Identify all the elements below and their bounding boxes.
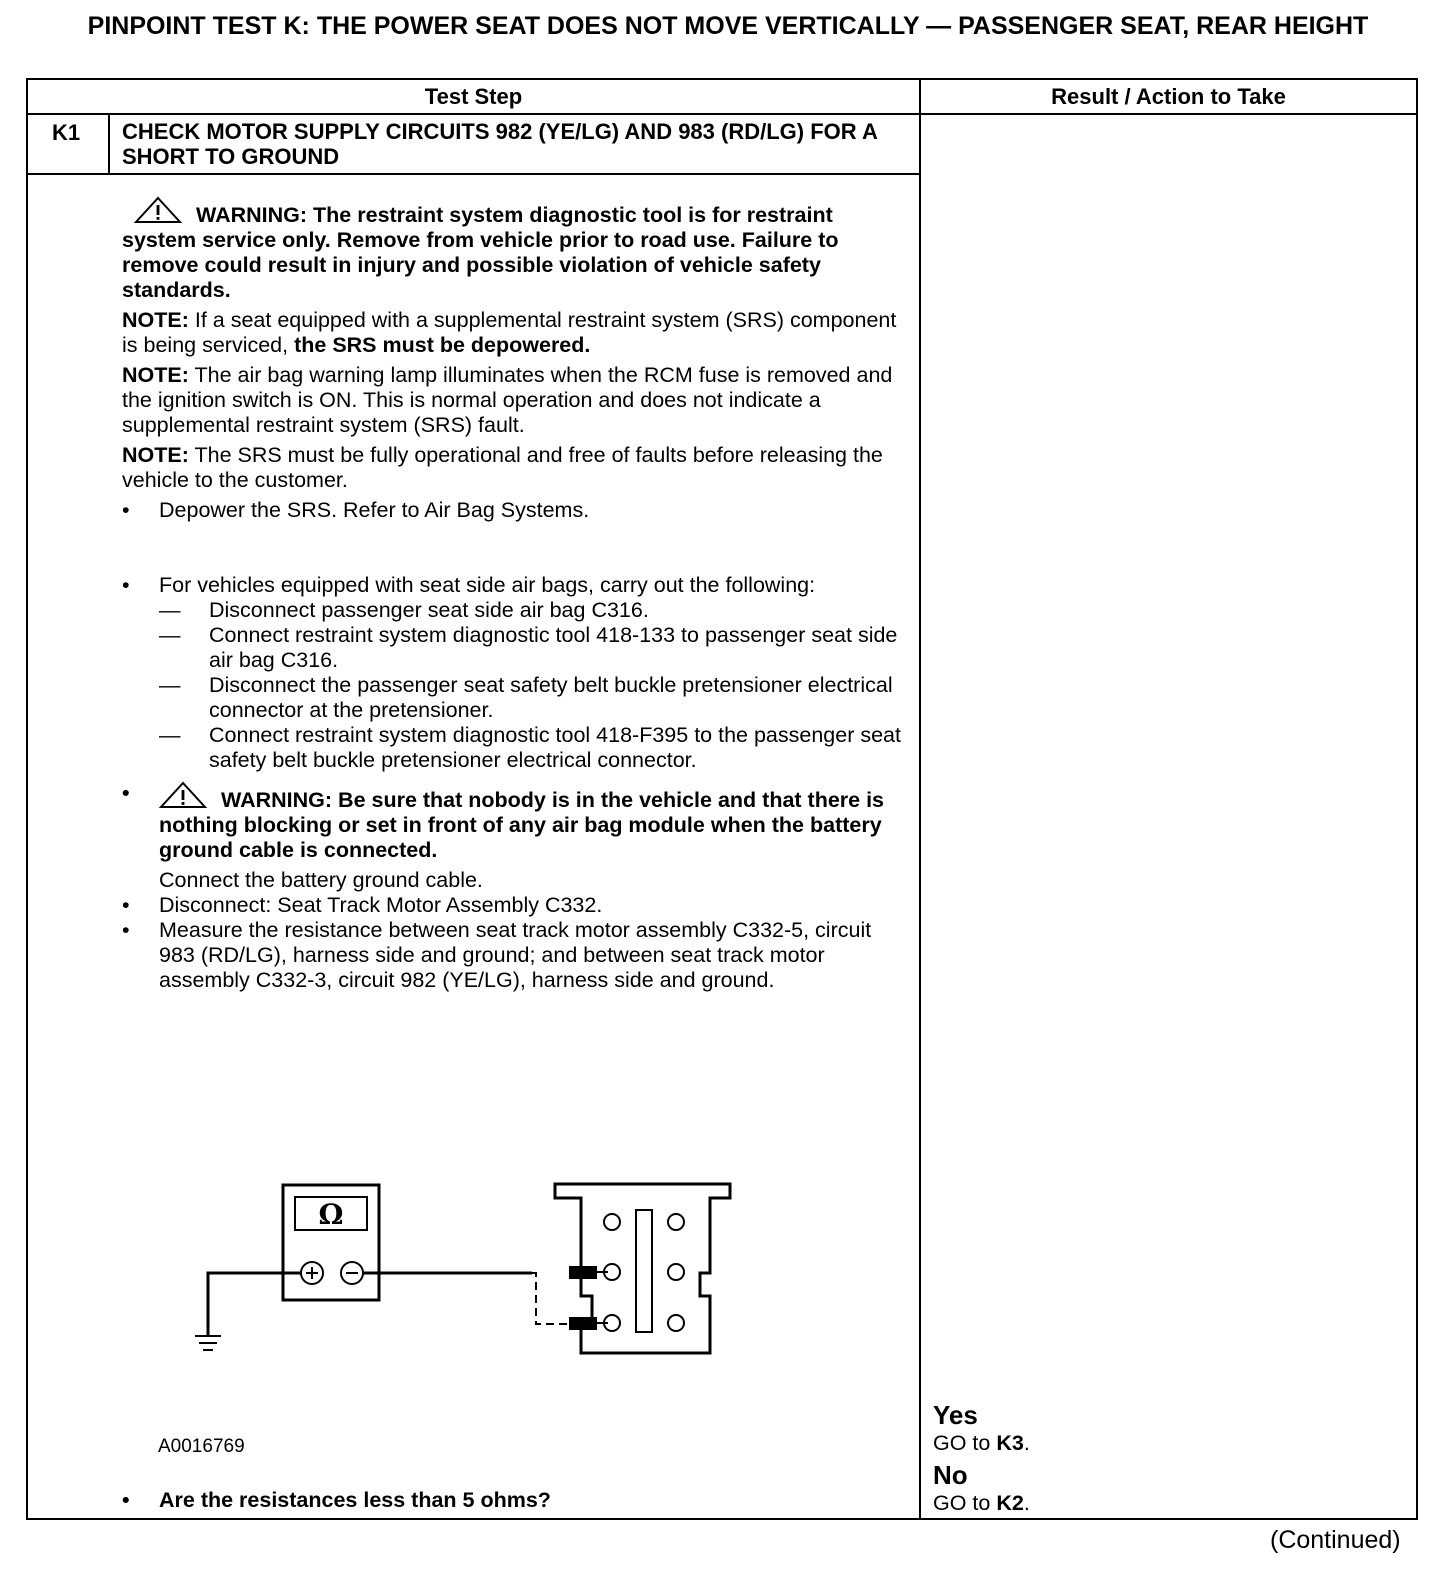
table-header-divider [26,113,1418,115]
warning-text-2: WARNING: Be sure that nobody is in the vehicle and that there is nothing blocking or set in front of any air bag module when the battery ground cable is connected. [159,788,885,862]
note-label: NOTE: [122,363,189,387]
yes-action [933,1431,1030,1456]
sub-step-connect-418-133: — Connect restraint system diagnostic tool 418-133 to passenger seat side air bag C316. [122,623,907,673]
alternate-probe-lead [532,1273,568,1324]
note-label: NOTE: [122,308,189,332]
step-title-divider [26,173,921,175]
note-1-text: If a seat equipped with a supplemental restraint system (SRS) component is being serviced, [122,308,897,357]
note-label: NOTE: [122,443,189,467]
step-title: CHECK MOTOR SUPPLY CIRCUITS 982 (YE/LG) AND 983 (RD/LG) FOR A SHORT TO GROUND [122,119,878,169]
question [122,1488,551,1513]
no-target-link[interactable]: K2 [996,1491,1024,1515]
bullet-dot: • [122,1488,130,1512]
bullet-disconnect-c332: • Disconnect: Seat Track Motor Assembly C332. [122,893,907,918]
page-title: PINPOINT TEST K: THE POWER SEAT DOES NOT MOVE VERTICALLY — PASSENGER SEAT, REAR HEIGHT [87,12,1369,40]
header-test-step: Test Step [424,84,523,109]
warning-triangle-icon [134,196,182,224]
probe-tip-c332-5 [570,1267,596,1278]
yes-target-link[interactable]: K3 [996,1431,1024,1455]
warning-restraint-tool [122,196,907,303]
note-3-text: The SRS must be fully operational and free of faults before releasing the vehicle to the customer. [122,443,883,492]
table-left-border [26,78,28,1520]
yes-period: . [1023,1431,1030,1455]
yes-go-text: GO to [933,1431,997,1455]
bullet-warning-battery [122,781,907,863]
result-yes [933,1400,1030,1456]
sub-step-disconnect-c316: — Disconnect passenger seat side air bag C316. [122,598,907,623]
header-result-action: Result / Action to Take [1051,84,1286,109]
note-depower [122,308,907,358]
step-number: K1 [52,120,81,145]
question-text: Are the resistances less than 5 ohms? [159,1488,551,1512]
bullet-measure-resistance: • Measure the resistance between seat track motor assembly C332-5, circuit 983 (RD/LG), harness side and ground; and between seat track motor assembly C332-3, circuit 982 (YE/LG), harness side and ground. [122,918,907,993]
warning-triangle-icon [159,781,207,809]
probe-tip-c332-3 [570,1318,596,1329]
column-divider [919,78,921,1520]
figure-id: A0016769 [158,1436,245,1457]
note-2-text: The air bag warning lamp illuminates when the RCM fuse is removed and the ignition switch is ON. This is normal operation and does not indicate a supplemental restraint system (SRS) fault. [122,363,893,437]
table-right-border [1416,78,1418,1520]
ohmmeter-connector-diagram [190,1178,750,1368]
result-no [933,1460,1030,1516]
sub-step-connect-418-f395: — Connect restraint system diagnostic tool 418-F395 to the passenger seat safety belt buckle pretensioner electrical connector. [122,723,907,773]
no-go-text: GO to [933,1491,997,1515]
bullet-depower-srs: • Depower the SRS. Refer to Air Bag Systems. [122,498,907,523]
ground-lead [208,1273,301,1336]
note-1-bold: the SRS must be depowered. [294,333,591,357]
ohm-symbol: Ω [318,1198,344,1231]
table-top-border [26,78,1418,80]
table-bottom-border [26,1518,1418,1520]
no-action [933,1491,1030,1516]
step-body [122,196,907,993]
connect-battery-text: Connect the battery ground cable. [159,868,483,892]
note-airbag-lamp [122,363,907,438]
warning-text-1: WARNING: The restraint system diagnostic tool is for restraint system service only. Remove from vehicle prior to road use. Failure to remove could result in injury and possible violation of vehicle safety standards. [122,203,839,302]
no-label: No [933,1460,968,1490]
bullet-seat-side-airbags: • For vehicles equipped with seat side air bags, carry out the following: [122,573,907,598]
note-srs-operational [122,443,907,493]
sub-step-disconnect-pretensioner: — Disconnect the passenger seat safety belt buckle pretensioner electrical connector at the pretensioner. [122,673,907,723]
step-number-divider [108,113,110,175]
yes-label: Yes [933,1400,978,1430]
no-period: . [1023,1491,1030,1515]
continued-label: (Continued) [1270,1526,1401,1554]
